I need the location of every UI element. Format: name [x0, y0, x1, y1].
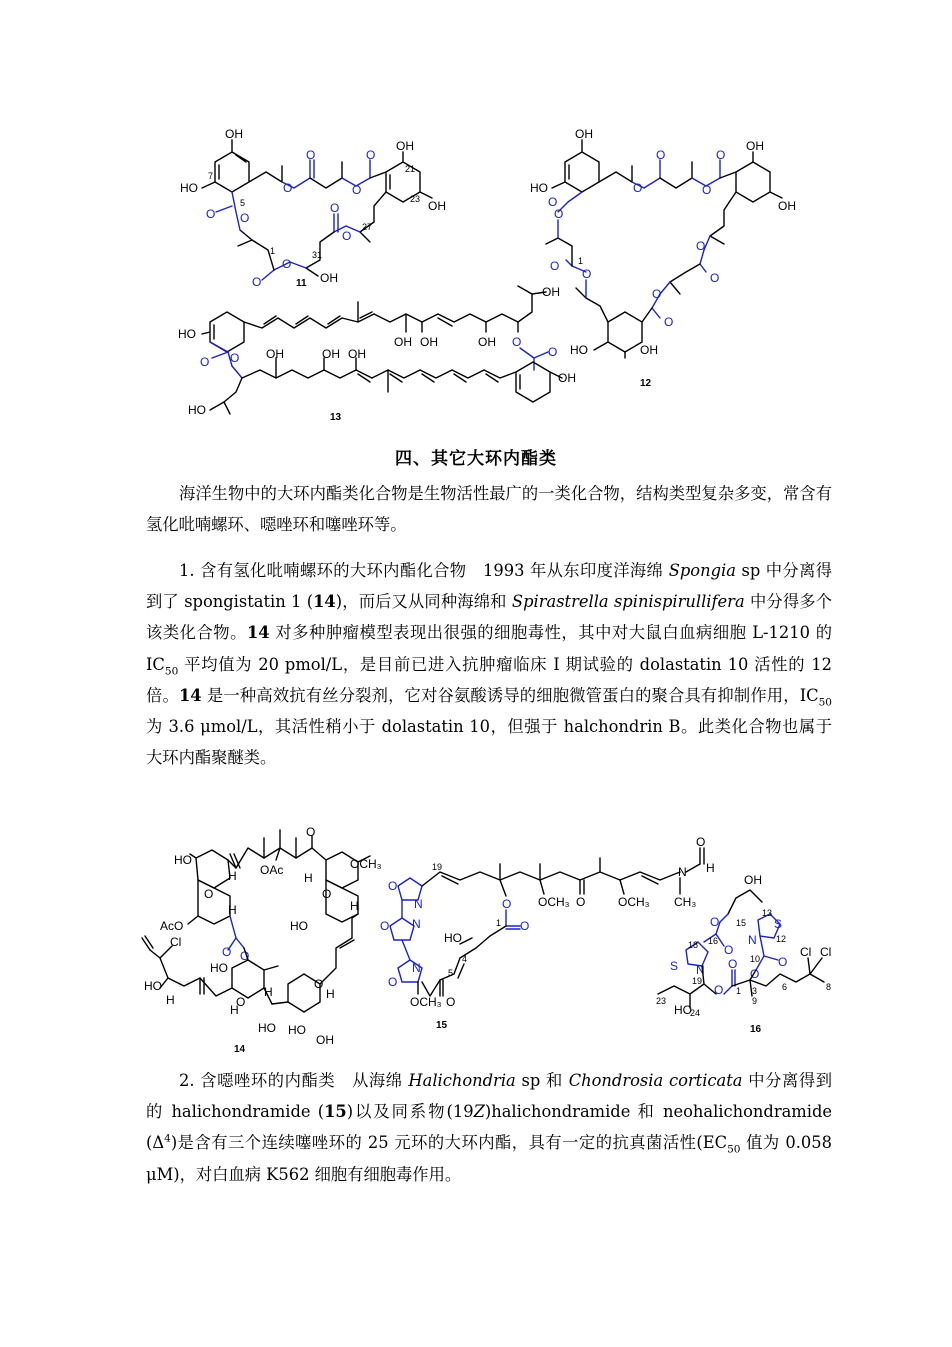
- svg-text:OH: OH: [542, 285, 560, 299]
- p2-text-7: 是一种高效抗有丝分裂剂，它对谷氨酸诱导的细胞微管蛋白的聚合具有抑制作用，IC: [201, 685, 819, 705]
- svg-text:OH: OH: [778, 199, 796, 213]
- svg-text:H: H: [230, 1003, 239, 1017]
- svg-text:O: O: [306, 148, 316, 162]
- svg-text:4: 4: [462, 954, 468, 964]
- svg-text:O: O: [710, 271, 720, 285]
- svg-text:OH: OH: [640, 343, 658, 357]
- structure-14: [142, 825, 382, 1055]
- svg-text:O: O: [724, 943, 734, 957]
- svg-text:OH: OH: [428, 199, 446, 213]
- svg-text:21: 21: [405, 164, 416, 174]
- svg-text:5: 5: [240, 198, 246, 208]
- p2-sub-50b: 50: [818, 696, 832, 709]
- paragraph-oxazole: [146, 1065, 832, 1190]
- svg-text:OCH₃: OCH₃: [410, 995, 442, 1009]
- svg-text:Cl: Cl: [820, 945, 832, 959]
- svg-text:OAc: OAc: [260, 863, 284, 877]
- svg-text:O: O: [306, 825, 316, 839]
- svg-text:O: O: [582, 267, 592, 281]
- svg-text:19: 19: [692, 976, 703, 986]
- svg-text:16: 16: [708, 936, 719, 946]
- svg-text:O: O: [696, 239, 706, 253]
- svg-text:31: 31: [312, 250, 323, 260]
- compound-label-14: 14: [234, 1044, 246, 1055]
- svg-text:OCH₃: OCH₃: [350, 857, 382, 871]
- svg-text:O: O: [716, 148, 726, 162]
- svg-text:O: O: [512, 335, 522, 349]
- svg-text:O: O: [283, 181, 293, 195]
- svg-text:O: O: [576, 895, 586, 909]
- svg-text:1: 1: [270, 246, 276, 256]
- svg-text:OH: OH: [396, 139, 414, 153]
- svg-text:OH: OH: [420, 335, 438, 349]
- svg-text:H: H: [706, 861, 715, 875]
- p3-text-3: 中分离得到的 halichondramide (: [146, 1071, 832, 1122]
- svg-text:O: O: [502, 897, 512, 911]
- compound-label-12: 12: [640, 378, 652, 389]
- svg-text:O: O: [446, 995, 456, 1009]
- svg-text:H: H: [326, 987, 335, 1001]
- p3-italic-halichondria: Halichondria: [408, 1071, 516, 1090]
- svg-text:HO: HO: [180, 181, 198, 195]
- section-heading: 四、其它大环内酯类: [395, 449, 557, 469]
- p3-italic-z: Z: [473, 1102, 485, 1122]
- svg-text:OCH₃: OCH₃: [618, 895, 650, 909]
- svg-text:O: O: [204, 887, 214, 901]
- p2-italic-spirastrella: Spirastrella spinispirullifera: [511, 592, 745, 612]
- svg-text:O: O: [696, 835, 706, 849]
- svg-text:O: O: [352, 183, 362, 197]
- svg-text:H: H: [264, 985, 273, 999]
- svg-text:HO: HO: [174, 853, 192, 867]
- svg-text:HO: HO: [178, 327, 196, 341]
- svg-text:O: O: [550, 259, 560, 273]
- structures-svg-bottom: [140, 818, 830, 1058]
- svg-text:OH: OH: [558, 371, 576, 385]
- structure-11: [180, 127, 446, 289]
- svg-text:15: 15: [736, 918, 747, 928]
- figure-structures-11-12-13: [170, 122, 810, 432]
- svg-text:O: O: [554, 207, 564, 221]
- paragraph-spongistatin: [146, 555, 832, 773]
- svg-text:O: O: [230, 351, 240, 365]
- svg-text:O: O: [652, 287, 662, 301]
- svg-text:O: O: [702, 183, 712, 197]
- svg-text:7: 7: [208, 171, 214, 181]
- svg-text:N: N: [696, 963, 705, 977]
- p2-text-1: 1. 含有氢化吡喃螺环的大环内酯化合物 1993 年从东印度洋海绵: [179, 561, 669, 580]
- svg-text:O: O: [240, 211, 250, 225]
- p2-text-3: )，而后又从同种海绵和: [335, 592, 512, 612]
- svg-text:OH: OH: [320, 271, 338, 285]
- svg-text:1: 1: [496, 918, 502, 928]
- p3-text-2: sp 和: [515, 1071, 569, 1090]
- p2-text-6: 平均值为 20 pmol/L，是目前已进入抗肿瘤临床 I 期试验的 dolastatin 10 活性的 12 倍。: [146, 654, 832, 705]
- svg-text:O: O: [222, 945, 232, 959]
- svg-text:N: N: [414, 897, 423, 911]
- svg-text:O: O: [548, 195, 558, 209]
- svg-text:N: N: [748, 933, 757, 947]
- svg-text:O: O: [236, 995, 246, 1009]
- svg-text:AcO: AcO: [160, 919, 184, 933]
- svg-text:OH: OH: [225, 127, 243, 141]
- svg-text:HO: HO: [674, 1003, 692, 1017]
- paragraph-intro: 海洋生物中的大环内酯类化合物是生物活性最广的一类化合物，结构类型复杂多变，常含有氢化吡喃螺环、噁唑环和噻唑环等。: [146, 484, 832, 535]
- svg-text:HO: HO: [570, 343, 588, 357]
- svg-text:5: 5: [448, 968, 454, 978]
- svg-text:O: O: [633, 181, 643, 195]
- svg-text:6: 6: [782, 982, 788, 992]
- svg-text:O: O: [282, 257, 292, 271]
- svg-text:H: H: [228, 903, 237, 917]
- svg-text:Cl: Cl: [170, 935, 182, 949]
- svg-text:OH: OH: [322, 347, 340, 361]
- svg-text:O: O: [548, 345, 558, 359]
- svg-text:O: O: [750, 967, 760, 981]
- svg-text:N: N: [678, 865, 687, 879]
- p2-text-4: 中分得多个该类化合物。: [146, 592, 833, 643]
- svg-text:S: S: [774, 917, 783, 931]
- p3-text-5: )halichondramide 和 neohalichondramide (Δ: [146, 1102, 833, 1153]
- compound-label-13: 13: [330, 412, 342, 423]
- svg-text:24: 24: [690, 1008, 701, 1018]
- svg-text:27: 27: [362, 222, 373, 232]
- svg-text:19: 19: [432, 862, 443, 872]
- svg-text:9: 9: [752, 996, 758, 1006]
- svg-text:Cl: Cl: [800, 945, 812, 959]
- p3-italic-chondrosia: Chondrosia corticata: [568, 1071, 743, 1090]
- svg-text:O: O: [200, 355, 210, 369]
- svg-text:1: 1: [578, 256, 584, 266]
- p2-sub-50a: 50: [164, 664, 179, 677]
- p3-bold-15: 15: [324, 1102, 347, 1122]
- p2-text-8: 为 3.6 μmol/L，其活性稍小于 dolastatin 10，但强于 halchondrin B。此类化合物也属于大环内酯聚醚类。: [146, 717, 832, 768]
- svg-text:12: 12: [776, 934, 787, 944]
- svg-text:13: 13: [762, 908, 773, 918]
- svg-text:H: H: [350, 899, 359, 913]
- p2-bold-14c: 14: [178, 685, 202, 705]
- svg-text:O: O: [710, 915, 720, 929]
- svg-text:23: 23: [656, 996, 667, 1006]
- svg-text:HO: HO: [288, 1023, 306, 1037]
- p3-text-6: )是含有三个连续噻唑环的 25 元环的大环内酯，具有一定的抗真菌活性(EC: [170, 1133, 728, 1153]
- svg-text:O: O: [388, 975, 398, 989]
- structures-svg-top: [170, 122, 810, 432]
- compound-label-16: 16: [750, 1024, 762, 1035]
- svg-text:O: O: [728, 957, 738, 971]
- svg-text:OH: OH: [575, 127, 593, 141]
- svg-text:OH: OH: [394, 335, 412, 349]
- svg-text:O: O: [240, 949, 250, 963]
- svg-text:H: H: [304, 871, 313, 885]
- svg-text:N: N: [412, 961, 421, 975]
- svg-text:O: O: [342, 229, 352, 243]
- p2-bold-14a: 14: [313, 592, 336, 612]
- svg-text:OH: OH: [316, 1033, 334, 1047]
- p3-text-1: 2. 含噁唑环的内酯类 从海绵: [179, 1071, 409, 1090]
- svg-text:O: O: [656, 148, 666, 162]
- svg-text:23: 23: [410, 194, 421, 204]
- svg-text:HO: HO: [290, 919, 308, 933]
- figure-structures-14-15-16: [140, 818, 830, 1058]
- structure-12: [530, 127, 796, 389]
- svg-text:OH: OH: [266, 347, 284, 361]
- svg-text:O: O: [388, 879, 398, 893]
- p2-text-2: sp 中分离得到了 spongistatin 1 (: [146, 561, 832, 612]
- svg-text:O: O: [366, 148, 376, 162]
- svg-text:HO: HO: [210, 961, 228, 975]
- svg-text:O: O: [520, 919, 530, 933]
- svg-text:O: O: [664, 315, 674, 329]
- svg-text:OH: OH: [744, 873, 762, 887]
- svg-text:OCH₃: OCH₃: [538, 895, 570, 909]
- svg-text:O: O: [206, 207, 216, 221]
- svg-text:HO: HO: [444, 931, 462, 945]
- svg-text:O: O: [380, 919, 390, 933]
- compound-label-11: 11: [296, 278, 307, 289]
- svg-text:O: O: [322, 887, 332, 901]
- svg-text:H: H: [166, 993, 175, 1007]
- svg-text:O: O: [330, 201, 340, 215]
- p2-italic-spongia: Spongia: [668, 561, 736, 580]
- svg-text:3: 3: [752, 986, 758, 996]
- svg-text:N: N: [412, 917, 421, 931]
- svg-text:HO: HO: [258, 1021, 276, 1035]
- svg-text:O: O: [314, 977, 324, 991]
- svg-text:H: H: [228, 869, 237, 883]
- p3-sup-4: 4: [164, 1132, 171, 1145]
- p3-sub-50: 50: [727, 1143, 741, 1156]
- svg-text:OH: OH: [348, 347, 366, 361]
- svg-text:10: 10: [750, 954, 761, 964]
- svg-text:18: 18: [688, 940, 699, 950]
- svg-text:OH: OH: [746, 139, 764, 153]
- p2-bold-14b: 14: [246, 623, 270, 643]
- svg-text:8: 8: [826, 982, 832, 992]
- svg-text:CH₃: CH₃: [674, 895, 697, 909]
- svg-text:HO: HO: [144, 979, 162, 993]
- p3-text-4: )以及同系物(19: [346, 1102, 474, 1122]
- structure-13: [178, 285, 576, 423]
- svg-text:O: O: [714, 983, 724, 997]
- svg-text:O: O: [252, 275, 262, 289]
- compound-label-15: 15: [436, 1020, 448, 1031]
- p3-text-7: 值为 0.058 μM)，对白血病 K562 细胞有细胞毒作用。: [146, 1133, 832, 1184]
- svg-text:HO: HO: [188, 403, 206, 417]
- svg-text:OH: OH: [478, 335, 496, 349]
- svg-text:HO: HO: [530, 181, 548, 195]
- svg-text:O: O: [778, 955, 788, 969]
- svg-text:S: S: [670, 959, 679, 973]
- svg-text:1: 1: [736, 986, 742, 996]
- p2-text-5: 对多种肿瘤模型表现出很强的细胞毒性，其中对大鼠白血病细胞 L-1210 的 IC: [146, 623, 832, 674]
